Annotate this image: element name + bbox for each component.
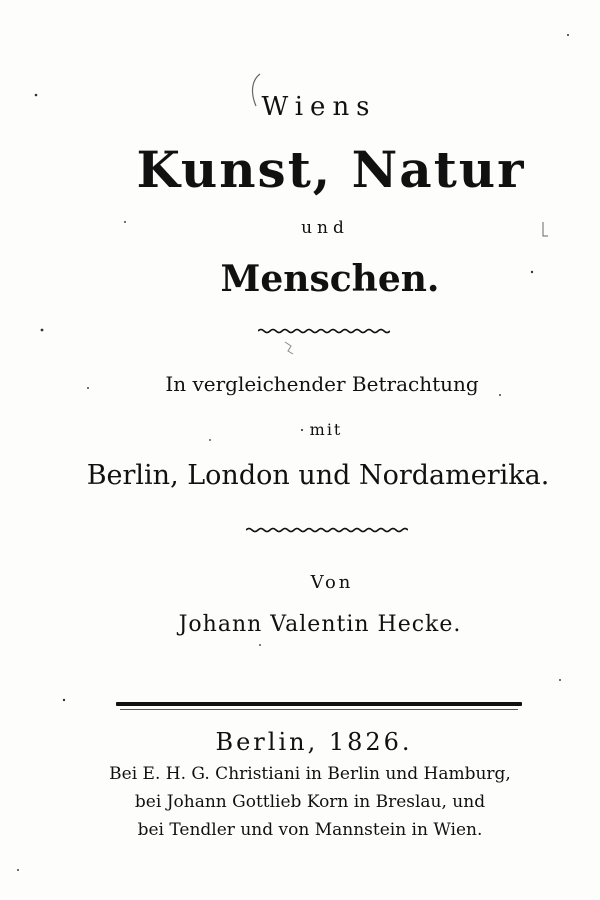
wavy-divider-top [258, 328, 390, 334]
title-line-menschen: Menschen. [220, 258, 440, 300]
title-line-und: und [301, 218, 349, 238]
publisher-line: bei Johann Gottlieb Korn in Breslau, und [134, 792, 486, 812]
imprint-rule [116, 702, 522, 706]
author-name: Johann Valentin Hecke. [178, 612, 462, 637]
publisher-line: Bei E. H. G. Christiani in Berlin und Hamburg, [109, 764, 511, 784]
subtitle-line: In vergleichender Betrachtung [165, 372, 479, 396]
wavy-divider-middle [246, 527, 408, 533]
subtitle-places: Berlin, London und Nordamerika. [86, 460, 550, 491]
title-line-wiens: Wiens [261, 92, 377, 122]
byline-von: Von [310, 572, 354, 593]
imprint-place-year: Berlin, 1826. [215, 728, 413, 756]
publisher-line: bei Tendler und von Mannstein in Wien. [137, 820, 483, 840]
title-line-kunst-natur: Kunst, Natur [136, 140, 526, 199]
imprint-rule-thin [120, 709, 518, 710]
subtitle-mit: mit [309, 420, 343, 439]
